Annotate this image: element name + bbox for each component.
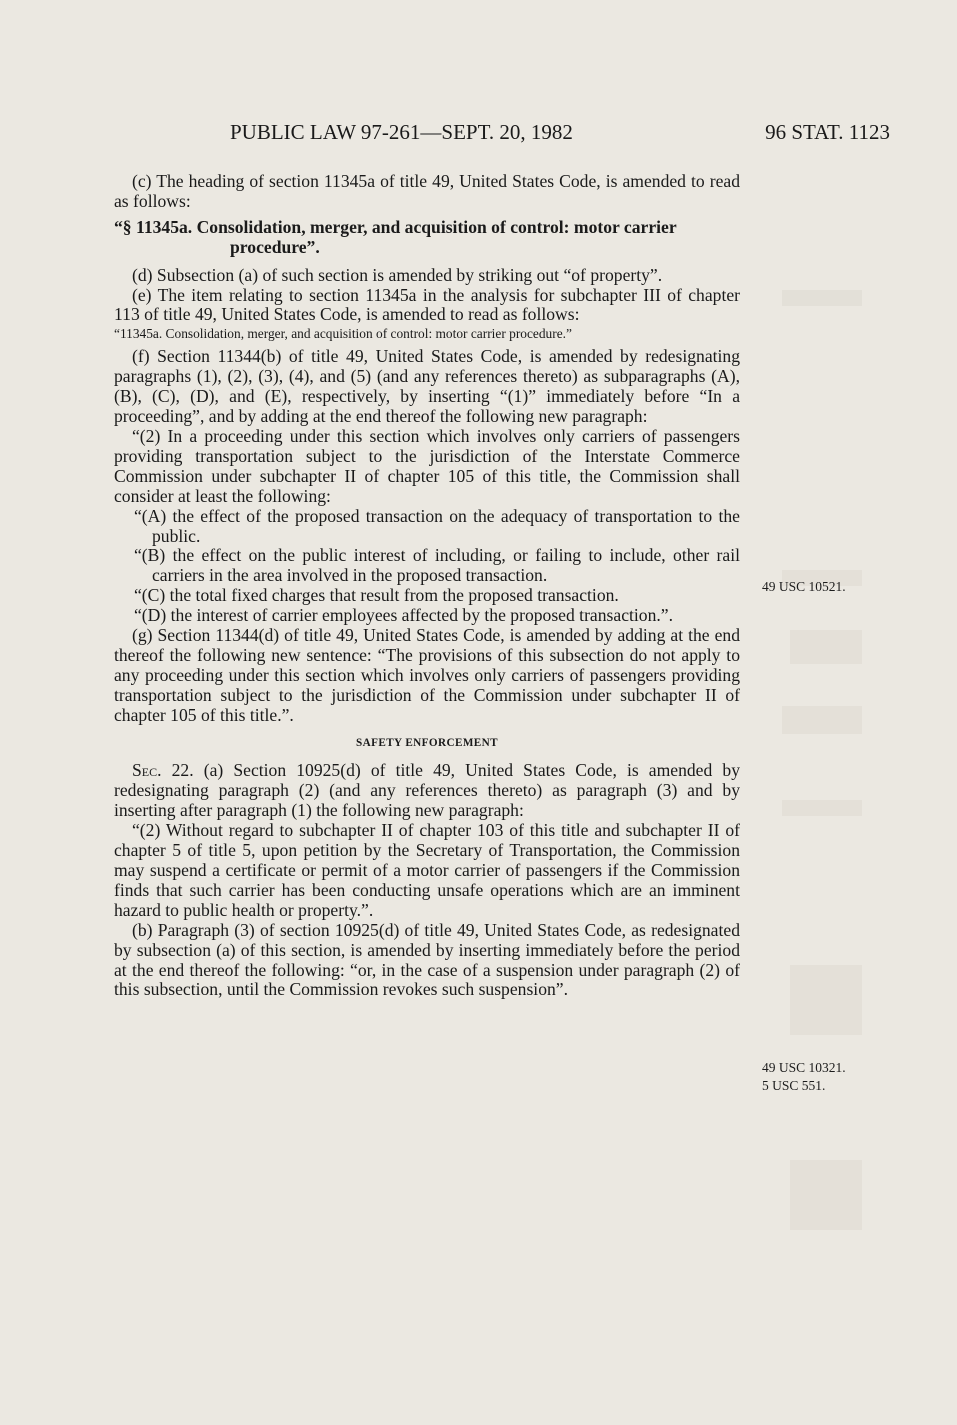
statute-reference: 96 STAT. 1123 [765,120,890,144]
paragraph-e: (e) The item relating to section 11345a in the analysis for subchapter III of chapter 113 of title 49, United States Code, is amended to read as follows: [114,284,740,325]
margin-note-usc-10321: 49 USC 10321. [762,1060,846,1075]
safety-enforcement-heading: SAFETY ENFORCEMENT [356,736,498,749]
analysis-item: “11345a. Consolidation, merger, and acquisition of control: motor carrier procedure.” [114,326,572,342]
paragraph-c: (c) The heading of section 11345a of title 49, United States Code, is amended to read as follows: [114,171,740,211]
bleed-through-decoration [782,800,862,816]
margin-note-usc-10521: 49 USC 10521. [762,579,846,594]
section-22-a [114,761,740,821]
law-title: PUBLIC LAW 97-261—SEPT. 20, 1982 [230,120,573,144]
section-22-a-text: 22. (a) Section 10925(d) of title 49, United States Code, is amended by redesignating paragraph (2) (and any references thereto) as paragraph (3) and by inserting after paragraph (1) the following new paragraph: [114,760,740,821]
bleed-through-decoration [790,1160,862,1230]
paragraph-f-2: “(2) In a proceeding under this section which involves only carriers of passengers providing transportation subject to the jurisdiction of the Interstate Commerce Commission under subchapter II of chapter 105 of this title, the Commission shall consider at least the following: [114,425,740,506]
subparagraph-b: “(B) the effect on the public interest of including, or failing to include, other rail carriers in the area involved in the proposed transaction. [134,545,740,586]
margin-note-usc-551: 5 USC 551. [762,1078,826,1093]
bleed-through-decoration [790,630,862,664]
section-22-b: (b) Paragraph (3) of section 10925(d) of title 49, United States Code, as redesignated by subsection (a) of this section, is amended by inserting immediately before the period at the end thereof the following: “or, in the case of a suspension under paragraph (2) of this subsection, until the Commission revokes such suspension”. [114,919,740,1000]
subparagraph-a: “(A) the effect of the proposed transaction on the adequacy of transportation to the public. [134,505,740,546]
paragraph-g: (g) Section 11344(d) of title 49, United States Code, is amended by adding at the end thereof the following new sentence: “The provisions of this subsection do not apply to any proceeding under this section which involves only carriers of passengers providing transportation subject to the jurisdiction of the Commission under subchapter II of chapter 105 of this title.”. [114,625,740,725]
bleed-through-decoration [782,706,862,734]
running-header [230,120,890,150]
paragraph-d: (d) Subsection (a) of such section is amended by striking out “of property”. [132,264,663,285]
bleed-through-decoration [782,290,862,306]
section-label: Sec. [132,760,162,781]
section-22-paragraph-2: “(2) Without regard to subchapter II of chapter 103 of this title and subchapter II of chapter 5 of title 5, upon petition by the Secretary of Transportation, the Commission may suspend a certificate or permit of a motor carrier of passengers if the Commission finds that such carrier has been conducting unsafe operations which are an imminent hazard to public health or property.”. [114,820,740,920]
section-heading-quote: “§ 11345a. Consolidation, merger, and acquisition of control: motor carrier procedure”. [114,216,677,257]
bleed-through-decoration [790,965,862,1035]
subparagraph-d: “(D) the interest of carrier employees affected by the proposed transaction.”. [134,605,673,626]
subparagraph-c: “(C) the total fixed charges that result from the proposed transaction. [134,585,619,606]
paragraph-f: (f) Section 11344(b) of title 49, United States Code, is amended by redesignating paragraphs (1), (2), (3), (4), and (5) (and any references thereto) as subparagraphs (A), (B), (C), (D), and (E), respectively, by inserting “(1)” immediately before “In a proceeding”, and by adding at the end thereof the following new paragraph: [114,346,740,427]
body-text [114,172,740,1000]
